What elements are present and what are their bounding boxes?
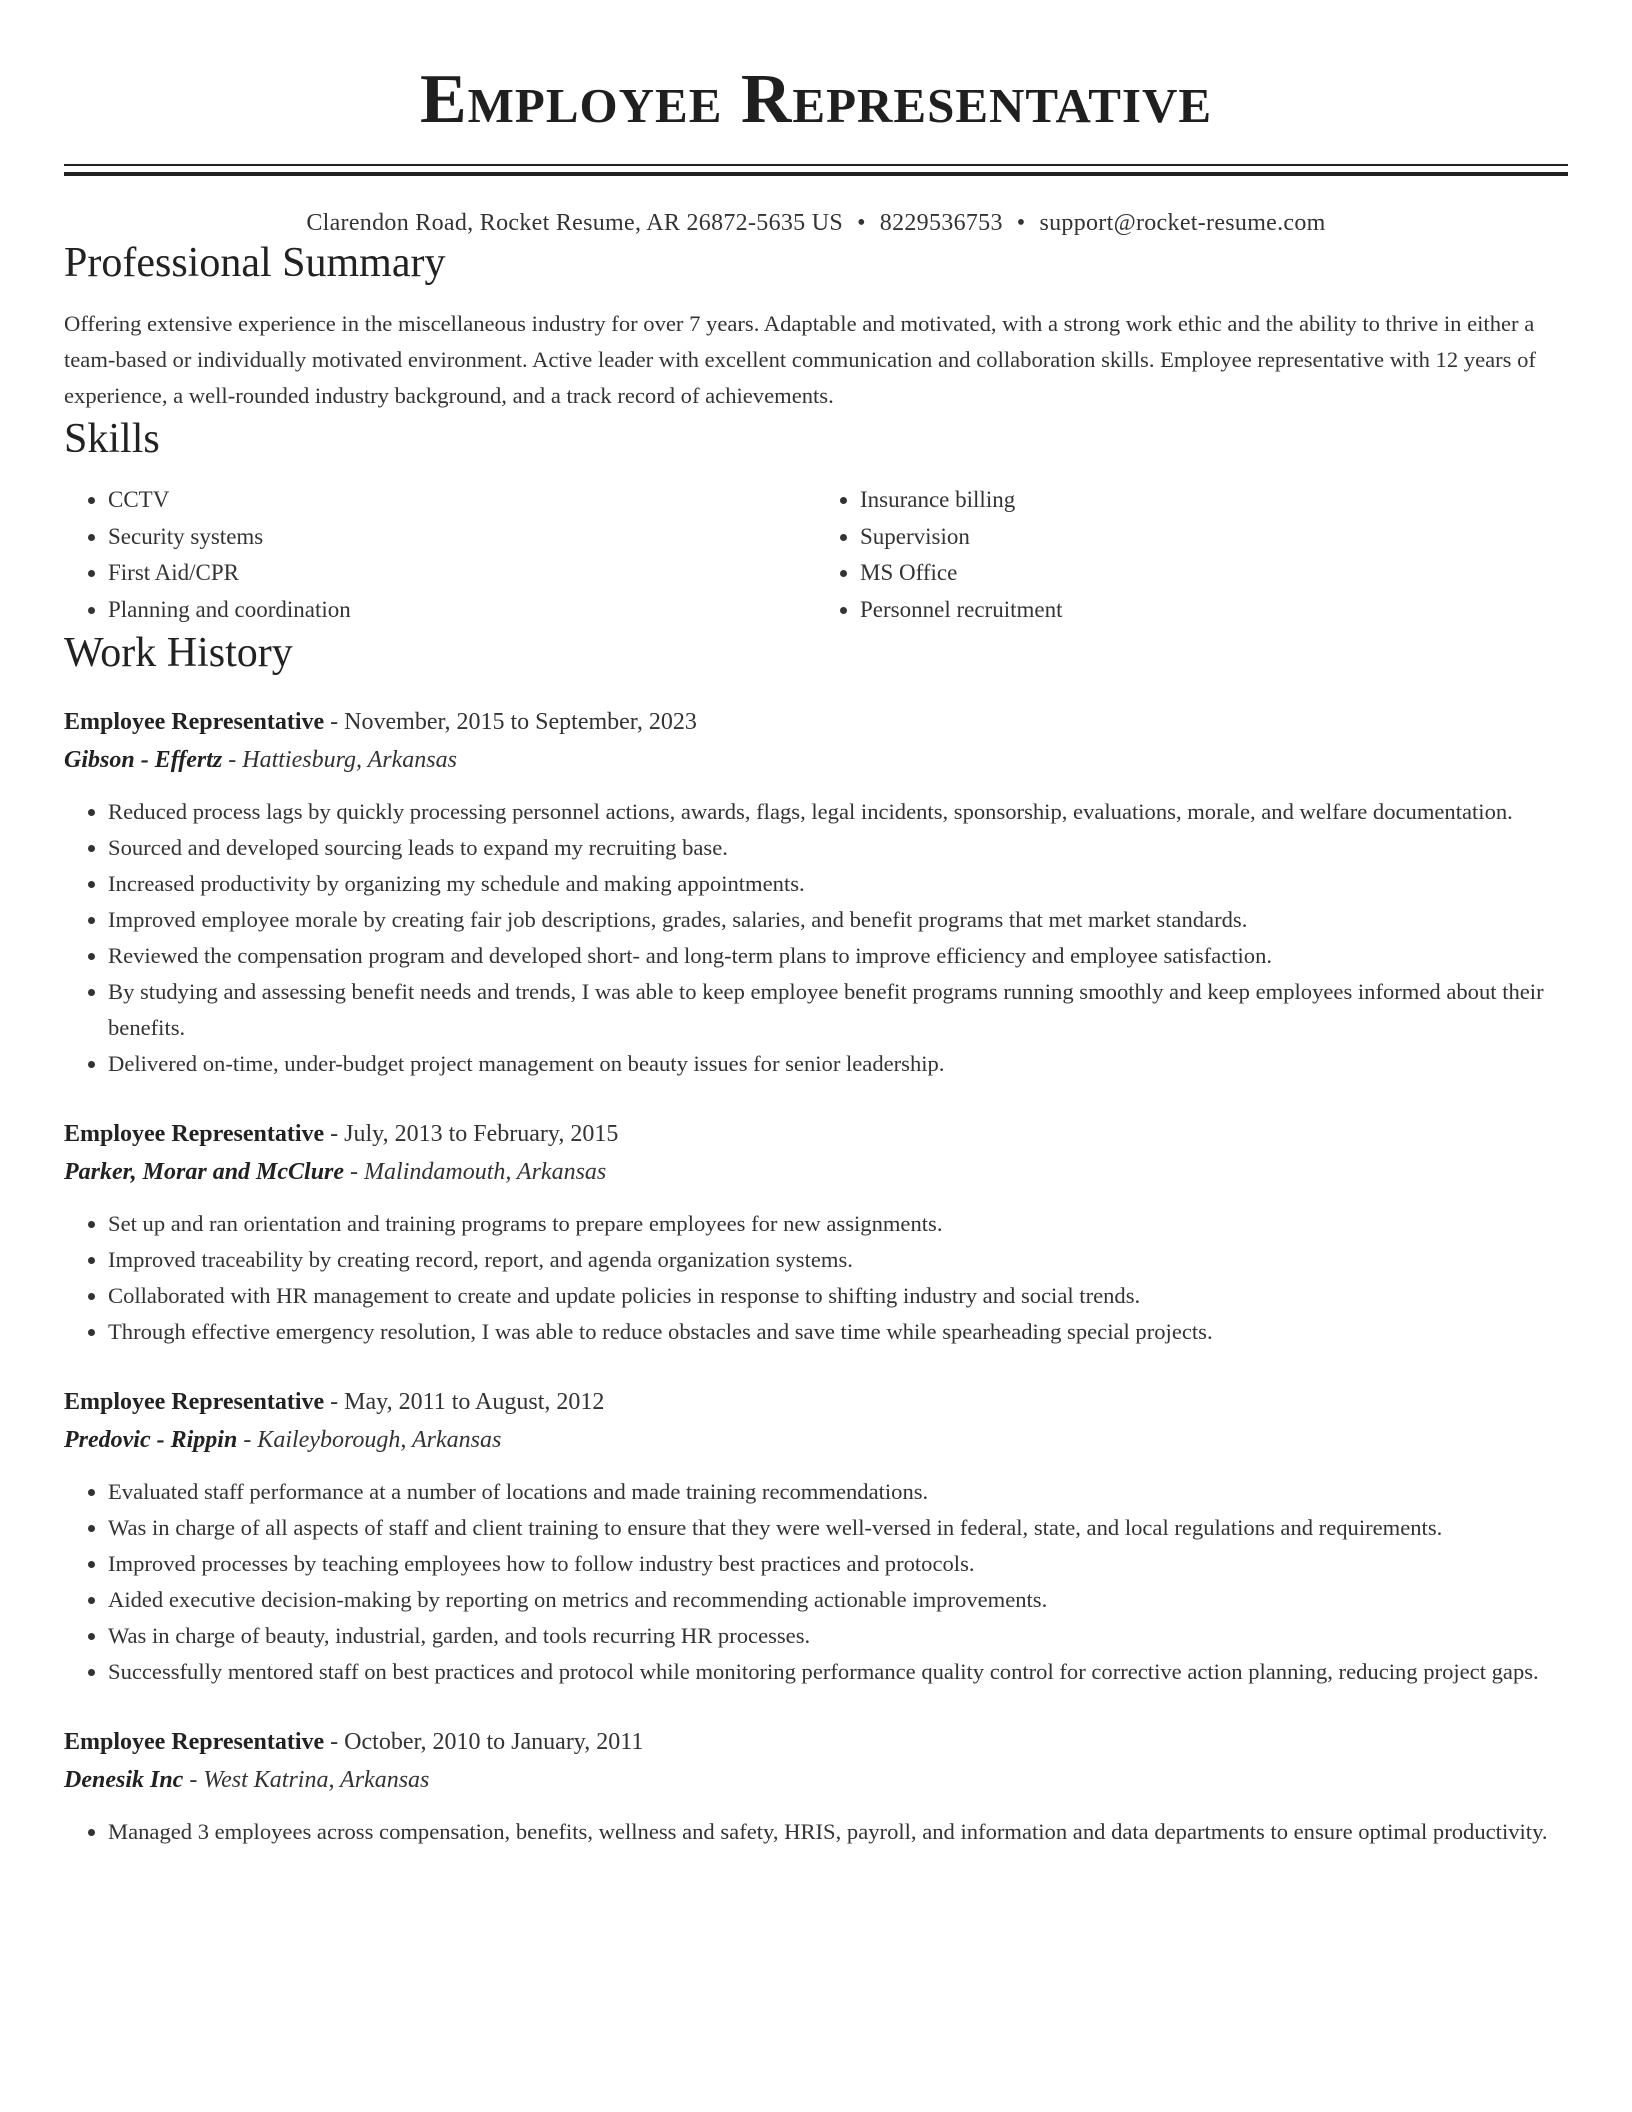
contact-separator: • <box>857 210 866 236</box>
job-duties <box>64 1206 1568 1350</box>
duty-item: • Delivered on-time, under-budget project management on beauty issues for senior leadership. <box>108 1046 1568 1082</box>
job-company-line <box>64 1422 1568 1458</box>
work-history-heading: Work History <box>64 630 293 676</box>
skills-heading: Skills <box>64 416 160 462</box>
job-title-line <box>64 1724 1568 1760</box>
job-location: - Malindamouth, Arkansas <box>344 1159 607 1185</box>
job-dates: - November, 2015 to September, 2023 <box>324 709 697 735</box>
duty-item: • Improved employee morale by creating fair job descriptions, grades, salaries, and benefit programs that met market standards. <box>108 902 1568 938</box>
skills-grid <box>64 482 1568 628</box>
job-entry <box>64 1724 1568 1850</box>
duty-item: • Improved processes by teaching employees how to follow industry best practices and protocols. <box>108 1546 1568 1582</box>
job-dates: - October, 2010 to January, 2011 <box>324 1729 644 1755</box>
duty-item: • Managed 3 employees across compensation, benefits, wellness and safety, HRIS, payroll, and information and data departments to ensure optimal productivity. <box>108 1814 1568 1850</box>
duty-item: • Sourced and developed sourcing leads to expand my recruiting base. <box>108 830 1568 866</box>
skill-item: • CCTV <box>108 482 816 519</box>
skill-item: • Personnel recruitment <box>860 592 1568 629</box>
job-dates: - July, 2013 to February, 2015 <box>324 1121 619 1147</box>
job-entry <box>64 704 1568 1082</box>
contact-separator: • <box>1016 210 1026 236</box>
job-duties <box>64 1814 1568 1850</box>
job-role: Employee Representative <box>64 709 325 735</box>
summary-heading: Professional Summary <box>64 240 446 286</box>
summary-text: Offering extensive experience in the miscellaneous industry for over 7 years. Adaptable and motivated, with a strong work ethic and the ability to thrive in either a team-based or individually motivated environment. Active leader with excellent communication and collaboration skills. Employee representative with 12 years of experience, a well-rounded industry background, and a track record of achievements. <box>64 311 1536 408</box>
skill-item: • MS Office <box>860 555 1568 592</box>
skill-item: • First Aid/CPR <box>108 555 816 592</box>
job-duties <box>64 1474 1568 1690</box>
job-role: Employee Representative <box>64 1729 325 1755</box>
contact-line <box>64 208 1568 238</box>
job-role: Employee Representative <box>64 1121 325 1147</box>
job-company: Denesik Inc <box>64 1767 184 1793</box>
duty-item: • Collaborated with HR management to create and update policies in response to shifting industry and social trends. <box>108 1278 1568 1314</box>
job-company: Parker, Morar and McClure <box>64 1159 345 1185</box>
contact-address: Clarendon Road, Rocket Resume, AR 26872-5635 US <box>306 210 844 236</box>
contact-email: support@rocket-resume.com <box>1039 210 1326 236</box>
skill-item: • Security systems <box>108 519 816 556</box>
job-company: Gibson - Effertz <box>64 747 223 773</box>
job-company-line <box>64 1762 1568 1798</box>
job-duties <box>64 794 1568 1082</box>
duty-item: • Through effective emergency resolution, I was able to reduce obstacles and save time while spearheading special projects. <box>108 1314 1568 1350</box>
duty-item: • Reduced process lags by quickly processing personnel actions, awards, flags, legal incidents, sponsorship, evaluations, morale, and welfare documentation. <box>108 794 1568 830</box>
duty-item: • Aided executive decision-making by reporting on metrics and recommending actionable improvements. <box>108 1582 1568 1618</box>
job-location: - Hattiesburg, Arkansas <box>222 747 457 773</box>
job-company: Predovic - Rippin <box>64 1427 238 1453</box>
job-location: - West Katrina, Arkansas <box>183 1767 430 1793</box>
duty-item: • Was in charge of beauty, industrial, garden, and tools recurring HR processes. <box>108 1618 1568 1654</box>
skill-item: • Supervision <box>860 519 1568 556</box>
skill-item: • Insurance billing <box>860 482 1568 519</box>
job-company-line <box>64 742 1568 778</box>
job-role: Employee Representative <box>64 1389 325 1415</box>
job-company-line <box>64 1154 1568 1190</box>
skills-column-right <box>816 482 1568 628</box>
duty-item: • Set up and ran orientation and training programs to prepare employees for new assignments. <box>108 1206 1568 1242</box>
duty-item: • Was in charge of all aspects of staff and client training to ensure that they were well-versed in federal, state, and local regulations and requirements. <box>108 1510 1568 1546</box>
duty-item: • Successfully mentored staff on best practices and protocol while monitoring performance quality control for corrective action planning, reducing project gaps. <box>108 1654 1568 1690</box>
job-dates: - May, 2011 to August, 2012 <box>324 1389 605 1415</box>
job-location: - Kaileyborough, Arkansas <box>237 1427 502 1453</box>
job-title-line <box>64 1384 1568 1420</box>
job-title-line <box>64 1116 1568 1152</box>
job-entry <box>64 1116 1568 1350</box>
job-title-line <box>64 704 1568 740</box>
duty-item: • Increased productivity by organizing my schedule and making appointments. <box>108 866 1568 902</box>
duty-item: • Improved traceability by creating record, report, and agenda organization systems. <box>108 1242 1568 1278</box>
job-entry <box>64 1384 1568 1690</box>
skills-column-left <box>64 482 816 628</box>
resume-title: Employee Representative <box>419 61 1213 138</box>
duty-item: • Evaluated staff performance at a number of locations and made training recommendations. <box>108 1474 1568 1510</box>
duty-item: • By studying and assessing benefit needs and trends, I was able to keep employee benefit programs running smoothly and keep employees informed about their benefits. <box>108 974 1568 1046</box>
contact-phone: 8229536753 <box>879 210 1003 236</box>
duty-item: • Reviewed the compensation program and developed short- and long-term plans to improve efficiency and employee satisfaction. <box>108 938 1568 974</box>
title-divider <box>64 164 1568 176</box>
skill-item: • Planning and coordination <box>108 592 816 629</box>
